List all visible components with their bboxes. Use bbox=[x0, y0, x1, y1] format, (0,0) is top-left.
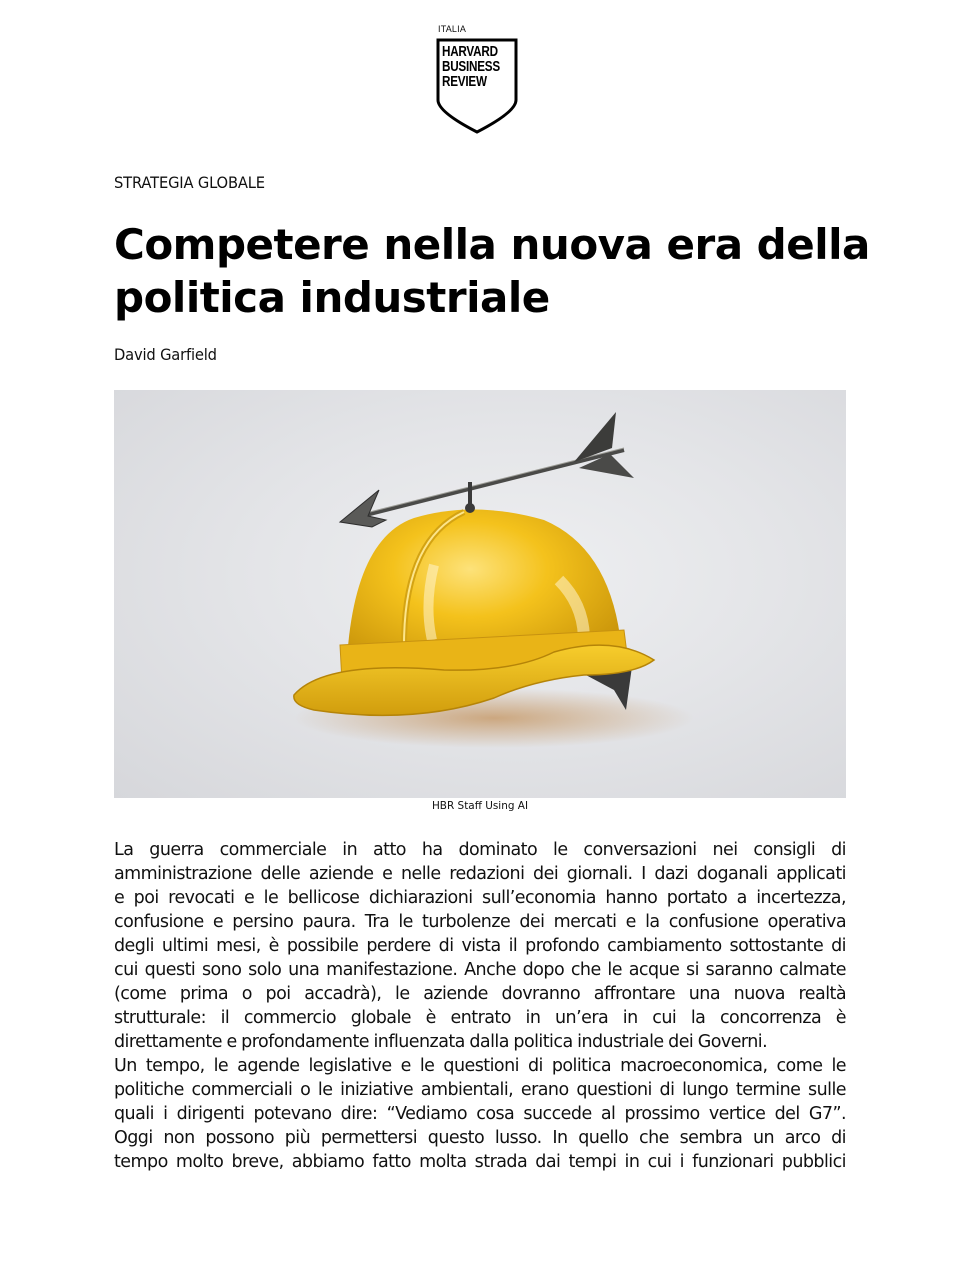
body-line: La guerra commerciale in atto ha dominato le conversazioni nei consigli di bbox=[114, 840, 846, 860]
body-line: Un tempo, le agende legislative e le questioni di politica macroeconomica, come le bbox=[114, 1056, 846, 1076]
hero-image bbox=[114, 390, 846, 798]
body-line: e poi revocati e le bellicose dichiarazioni sull’economia hanno portato a incertezza, bbox=[114, 888, 846, 908]
body-line: politiche commerciali o le iniziative ambientali, erano questioni di lungo termine sulle bbox=[114, 1080, 846, 1100]
body-line: strutturale: il commercio globale è entrato in un’era in cui la concorrenza è bbox=[114, 1008, 846, 1028]
body-line: cui questi sono solo una manifestazione. Anche dopo che le acque si saranno calmate bbox=[114, 960, 846, 980]
logo-word-2: BUSINESS bbox=[442, 58, 500, 75]
title-line-2: politica industriale bbox=[114, 273, 550, 322]
body-line: quali i dirigenti potevano dire: “Vediamo cosa succede al prossimo vertice del G7”. bbox=[114, 1104, 846, 1124]
body-line: degli ultimi mesi, è possibile perdere di vista il profondo cambiamento sottostante di bbox=[114, 936, 846, 956]
body-line: amministrazione delle aziende e nelle redazioni dei giornali. I dazi doganali applicati bbox=[114, 864, 846, 884]
image-caption: HBR Staff Using AI bbox=[431, 799, 529, 812]
body-line: tempo molto breve, abbiamo fatto molta strada dai tempi in cui i funzionari pubblici bbox=[114, 1152, 846, 1172]
body-line: confusione e persino paura. Tra le turbolenze dei mercati e la confusione operativa bbox=[114, 912, 846, 932]
helmet-illustration bbox=[114, 390, 846, 798]
hbr-italia-logo bbox=[436, 24, 520, 134]
author-byline: David Garfield bbox=[114, 345, 217, 364]
article-title bbox=[114, 218, 870, 324]
title-line-1: Competere nella nuova era della bbox=[114, 220, 870, 269]
body-line: (come prima o poi accadrà), le aziende dovranno affrontare una nuova realtà bbox=[114, 984, 846, 1004]
logo-word-1: HARVARD bbox=[442, 43, 498, 60]
section-label: STRATEGIA GLOBALE bbox=[114, 173, 265, 192]
body-line: direttamente e profondamente influenzata dalla politica industriale dei Governi. bbox=[114, 1032, 768, 1052]
logo-word-3: REVIEW bbox=[442, 73, 487, 90]
logo-wordmark bbox=[442, 44, 500, 89]
logo-edition: ITALIA bbox=[438, 24, 467, 34]
article-body bbox=[114, 838, 846, 1174]
body-line: Oggi non possono più permettersi questo lusso. In quello che sembra un arco di bbox=[114, 1128, 846, 1148]
